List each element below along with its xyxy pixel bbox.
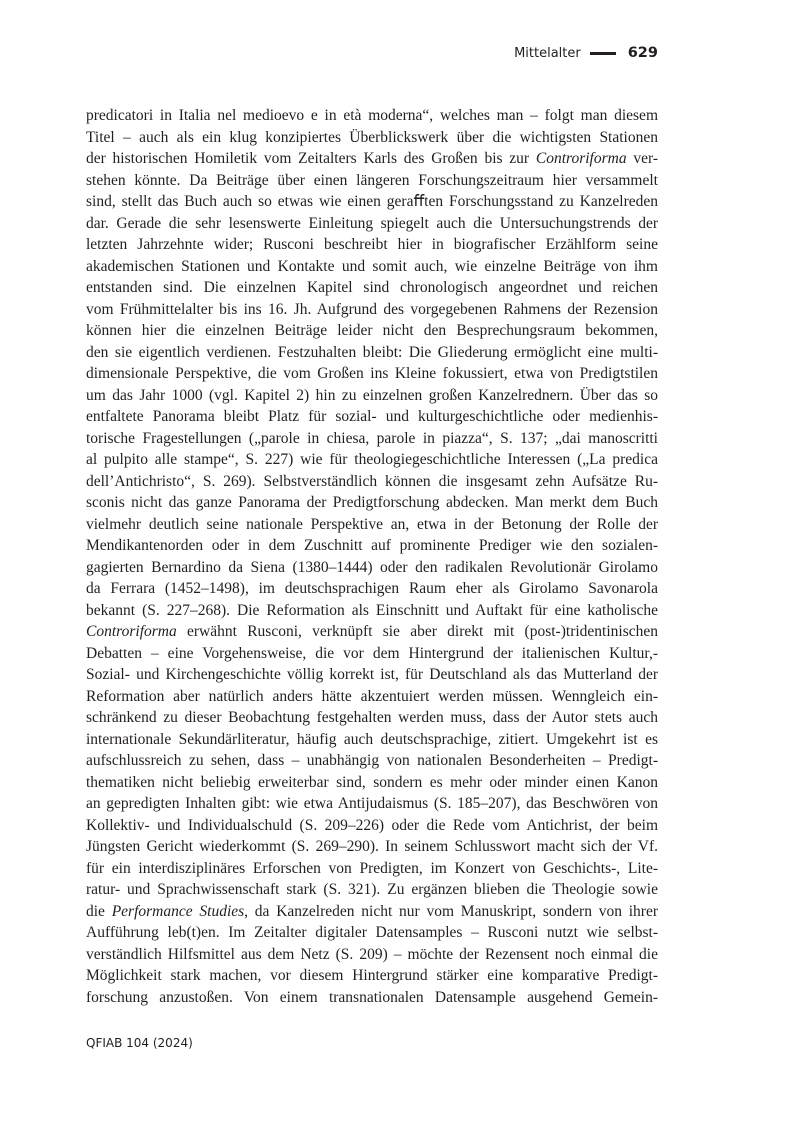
- text-line: [86, 342, 658, 364]
- text-segment: dimensionale Perspektive, die vom Großen ins Kleine fokussiert, etwa von Predigtstilen: [86, 365, 658, 382]
- text-line: [86, 170, 658, 192]
- text-segment: sind, stellt das Buch auch so etwas wie einen geraﬀten Forschungsstand zu Kanzelreden: [86, 193, 658, 210]
- text-line: [86, 191, 658, 213]
- text-segment: al pulpito alle stampe“, S. 227) wie für theologiegeschichtliche Interessen („La predica: [86, 451, 658, 468]
- text-segment: , da Kanzelreden nicht nur vom Manuskript, sondern von ihrer: [244, 902, 659, 920]
- text-line: [86, 858, 658, 880]
- text-segment: den sie eigentlich verdienen. Festzuhalten bleibt: Die Gliederung ermöglicht eine multi-: [86, 343, 658, 361]
- text-line: [86, 987, 658, 1009]
- text-segment: akademischen Stationen und Kontakte und somit auch, wie einzelne Beiträge von ihm: [86, 257, 658, 275]
- text-segment: torische Fragestellungen („parole in chiesa, parole in piazza“, S. 137; „dai manoscritti: [86, 429, 658, 447]
- text-segment: bekannt (S. 227–268). Die Reformation als Einschnitt und Auftakt für eine katholische: [86, 601, 658, 619]
- text-line: [86, 686, 658, 708]
- text-segment: schränkend zu dieser Beobachtung festgehalten werden muss, dass der Autor stets auch: [86, 709, 658, 726]
- text-segment: Möglichkeit stark machen, vor diesem Hintergrund stärker eine komparative Predigt-: [86, 967, 658, 984]
- text-segment: Mendikantenorden oder in dem Zuschnitt auf prominente Prediger wie den sozialen-: [86, 537, 658, 554]
- text-line: [86, 621, 658, 643]
- text-segment: Kollektiv- und Individualschuld (S. 209–226) oder die Rede vom Antichrist, der beim: [86, 816, 658, 834]
- text-segment: ratur- und Sprachwissenschaft stark (S. 321). Zu ergänzen blieben die Theologie sowie: [86, 881, 658, 898]
- text-line: [86, 299, 658, 321]
- text-segment: da Ferrara (1452–1498), im deutschsprachigen Raum eher als Girolamo Savonarola: [86, 580, 658, 597]
- section-title: Mittelalter: [514, 45, 581, 61]
- italic-title: Performance Studies: [111, 902, 245, 920]
- text-segment: predicatori in Italia nel medioevo e in età moderna“, welches man – folgt man diesem: [86, 107, 658, 124]
- text-segment: Titel – auch als ein klug konzipiertes Überblickswerk über die wichtigsten Stationen: [86, 128, 658, 146]
- text-line: [86, 600, 658, 622]
- text-segment: sconis nicht das ganze Panorama der Predigtforschung abdecken. Man merkt dem Buch: [86, 494, 658, 511]
- text-line: [86, 772, 658, 794]
- text-segment: der historischen Homiletik vom Zeitalters Karls des Großen bis zur: [86, 150, 536, 167]
- text-segment: stehen könnte. Da Beiträge über einen längeren Forschungszeitraum hier versammelt: [86, 171, 658, 189]
- text-line: [86, 256, 658, 278]
- text-line: [86, 471, 658, 493]
- text-segment: Debatten – eine Vorgehensweise, die vor dem Hintergrund der italienischen Kultur,-: [86, 644, 658, 662]
- text-segment: Aufführung leb(t)en. Im Zeitalter digitaler Datensamples – Rusconi nutzt wie selbst-: [86, 924, 658, 941]
- text-line: [86, 385, 658, 407]
- text-segment: aufschlussreich zu sehen, dass – unabhängig von nationalen Besonderheiten – Predigt-: [86, 752, 658, 769]
- running-head: [514, 42, 658, 64]
- text-line: [86, 277, 658, 299]
- text-line: [86, 965, 658, 987]
- text-segment: ver-: [626, 150, 658, 167]
- body-paragraph: [86, 105, 658, 1008]
- text-line: [86, 901, 658, 923]
- text-line: [86, 363, 658, 385]
- text-segment: forschung anzustoßen. Von einem transnationalen Datensample ausgehend Gemein-: [86, 988, 658, 1006]
- text-segment: vielmehr deutlich seine nationale Perspektive an, etwa in der Betonung der Rolle der: [86, 515, 658, 533]
- text-line: [86, 514, 658, 536]
- italic-title: Controriforma: [86, 623, 177, 640]
- text-segment: letzten Jahrzehnte wider; Rusconi beschreibt hier in biografischer Erzählform seine: [86, 236, 658, 253]
- text-line: [86, 449, 658, 471]
- text-line: [86, 320, 658, 342]
- text-line: [86, 836, 658, 858]
- text-segment: entstanden sind. Die einzelnen Kapitel sind chronologisch angeordnet und reichen: [86, 279, 658, 296]
- text-line: [86, 213, 658, 235]
- text-line: [86, 664, 658, 686]
- text-line: [86, 729, 658, 751]
- text-line: [86, 815, 658, 837]
- text-segment: verständlich Hilfsmittel aus dem Netz (S. 209) – möchte der Rezensent noch einmal die: [86, 945, 658, 963]
- text-line: [86, 535, 658, 557]
- text-segment: internationale Sekundärliteratur, häufig auch deutschsprachige, zitiert. Umgekehrt ist es: [86, 730, 658, 748]
- text-segment: können hier die einzelnen Beiträge leider nicht den Besprechungsraum bekommen,: [86, 322, 658, 339]
- text-line: [86, 922, 658, 944]
- text-segment: gagierten Bernardino da Siena (1380–1444) oder den radikalen Revolutionär Girolamo: [86, 558, 658, 576]
- text-line: [86, 750, 658, 772]
- text-line: [86, 234, 658, 256]
- text-segment: für ein interdisziplinäres Erforschen von Predigten, im Konzert von Geschichts-, Lite-: [86, 859, 658, 877]
- text-segment: vom Frühmittelalter bis ins 16. Jh. Aufgrund des vorgegebenen Rahmens der Rezension: [86, 300, 658, 318]
- text-segment: um das Jahr 1000 (vgl. Kapitel 2) hin zu einzelnen großen Kanzelrednern. Über das so: [86, 386, 658, 404]
- text-line: [86, 105, 658, 127]
- text-segment: erwähnt Rusconi, verknüpft sie aber direkt mit (post-)tridentinischen: [176, 623, 658, 640]
- page-number: 629: [627, 45, 658, 61]
- text-segment: die: [86, 902, 112, 920]
- text-line: [86, 148, 658, 170]
- text-line: [86, 944, 658, 966]
- journal-footer: QFIAB 104 (2024): [86, 1036, 193, 1050]
- text-line: [86, 879, 658, 901]
- text-line: [86, 127, 658, 149]
- text-line: [86, 406, 658, 428]
- text-line: [86, 557, 658, 579]
- text-segment: dar. Gerade die sehr lesenswerte Einleitung spiegelt auch die Untersuchungstrends der: [86, 214, 658, 232]
- text-line: [86, 492, 658, 514]
- text-line: [86, 793, 658, 815]
- text-line: [86, 428, 658, 450]
- text-line: [86, 643, 658, 665]
- text-segment: an gepredigten Inhalten gibt: wie etwa Antijudaismus (S. 185–207), das Beschwören von: [86, 795, 658, 812]
- text-line: [86, 707, 658, 729]
- text-line: [86, 578, 658, 600]
- text-segment: entfaltete Panorama bleibt Platz für sozial- und kulturgeschichtliche oder medienhis-: [86, 408, 658, 425]
- text-segment: Reformation aber natürlich anders hätte akzentuiert werden müssen. Wenngleich ein-: [86, 687, 658, 705]
- text-segment: Jüngsten Gericht wiederkommt (S. 269–290). In seinem Schlusswort macht sich der Vf.: [86, 838, 658, 855]
- italic-title: Controriforma: [535, 150, 627, 167]
- text-segment: Sozial- und Kirchengeschichte völlig korrekt ist, für Deutschland als das Mutterland der: [86, 666, 658, 683]
- text-segment: dell’Antichristo“, S. 269). Selbstverständlich können die insgesamt zehn Aufsätze Ru-: [86, 472, 658, 490]
- text-segment: thematiken nicht beliebig erweiterbar sind, sondern es mehr oder minder einen Kanon: [86, 773, 658, 791]
- header-rule: [590, 52, 616, 55]
